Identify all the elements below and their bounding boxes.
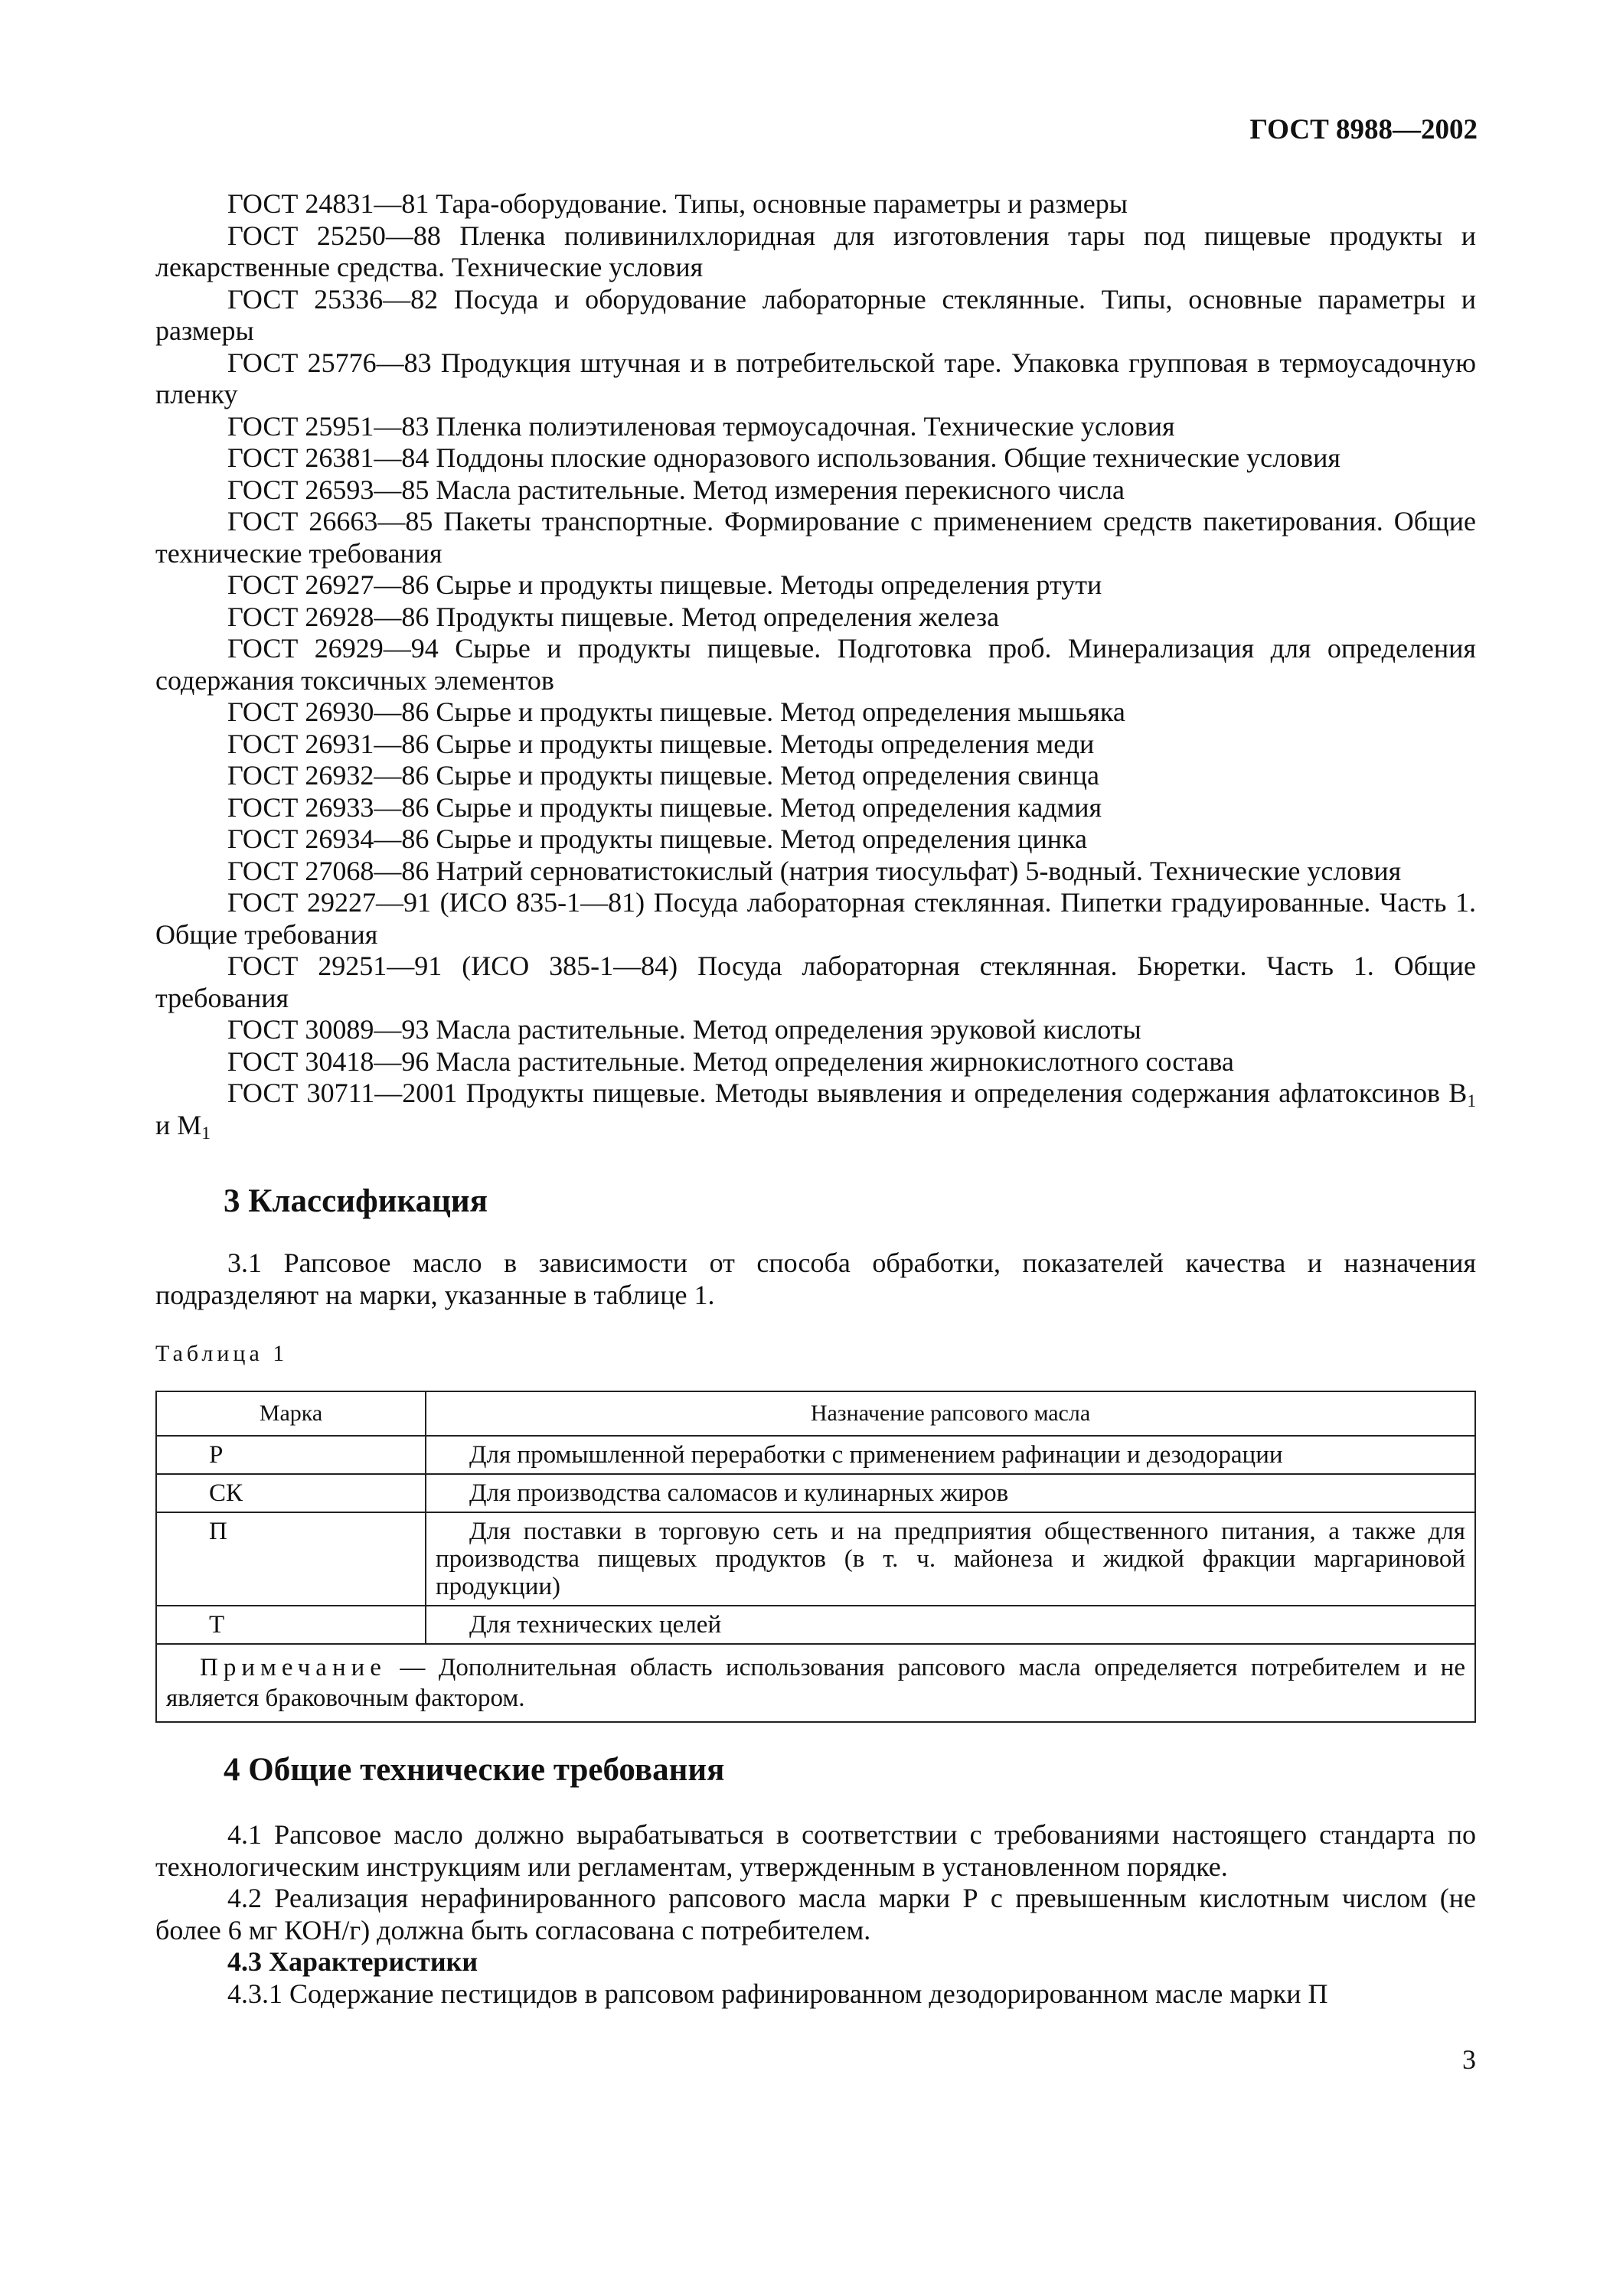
reference-title: Посуда и оборудование лабораторные стеклянные. Типы, основные параметры и размеры bbox=[155, 283, 1476, 346]
reference-title: Поддоны плоские одноразового использования. Общие технические условия bbox=[436, 442, 1341, 473]
reference-code: ГОСТ 26930—86 bbox=[227, 696, 429, 727]
reference-item bbox=[155, 1014, 1476, 1046]
table-note-row bbox=[156, 1644, 1475, 1722]
reference-title: Масла растительные. Метод измерения перекисного числа bbox=[436, 474, 1125, 505]
reference-code: ГОСТ 25951—83 bbox=[227, 410, 429, 442]
reference-code: ГОСТ 26931—86 bbox=[227, 728, 429, 759]
reference-code: ГОСТ 25250—88 bbox=[227, 220, 441, 251]
table-header-row bbox=[156, 1391, 1475, 1436]
subscript: 1 bbox=[1467, 1091, 1477, 1111]
reference-code: ГОСТ 26593—85 bbox=[227, 474, 429, 505]
reference-code: ГОСТ 26927—86 bbox=[227, 569, 429, 600]
paragraph-4-3-1: 4.3.1 Содержание пестицидов в рапсовом рафинированном дезодорированном масле марки П bbox=[227, 1978, 1328, 2009]
reference-item bbox=[155, 696, 1476, 729]
reference-item bbox=[155, 220, 1476, 284]
reference-code: ГОСТ 26933—86 bbox=[227, 791, 429, 823]
reference-code: ГОСТ 30089—93 bbox=[227, 1014, 429, 1045]
reference-item bbox=[155, 1078, 1476, 1141]
reference-title-joiner: и M bbox=[155, 1109, 202, 1140]
reference-code: ГОСТ 29227—91 (ИСО 835-1—81) bbox=[227, 887, 645, 918]
reference-title: Сырье и продукты пищевые. Метод определения кадмия bbox=[436, 791, 1102, 823]
reference-item bbox=[155, 506, 1476, 569]
section-4-body bbox=[155, 1819, 1476, 2010]
table-row bbox=[156, 1606, 1475, 1644]
reference-code: ГОСТ 27068—86 bbox=[227, 855, 429, 886]
reference-item bbox=[155, 633, 1476, 696]
section-3-body bbox=[155, 1247, 1476, 1311]
reference-title: Сырье и продукты пищевые. Методы определения меди bbox=[436, 728, 1095, 759]
table-cell-mark: Р bbox=[156, 1436, 426, 1474]
reference-item bbox=[155, 823, 1476, 856]
reference-item bbox=[155, 792, 1476, 824]
reference-title: Продукция штучная и в потребительской таре. Упаковка групповая в термоусадочную пленку bbox=[155, 347, 1477, 409]
reference-item bbox=[155, 951, 1476, 1014]
table-cell-purpose: Для промышленной переработки с применением рафинации и дезодорации bbox=[426, 1436, 1475, 1474]
reference-title: Сырье и продукты пищевые. Методы определения ртути bbox=[436, 569, 1102, 600]
reference-item bbox=[155, 188, 1476, 220]
reference-title: Сырье и продукты пищевые. Метод определения цинка bbox=[436, 823, 1087, 854]
reference-item bbox=[155, 411, 1476, 443]
reference-title: Пленка полиэтиленовая термоусадочная. Технические условия bbox=[436, 410, 1175, 442]
reference-code: ГОСТ 26929—94 bbox=[227, 633, 439, 664]
table-row bbox=[156, 1474, 1475, 1512]
reference-title: Сырье и продукты пищевые. Подготовка проб. Минерализация для определения содержания токсичных элементов bbox=[155, 633, 1476, 696]
table-cell-mark: СК bbox=[156, 1474, 426, 1512]
reference-item bbox=[155, 760, 1476, 792]
reference-code: ГОСТ 25336—82 bbox=[227, 283, 439, 315]
reference-code: ГОСТ 30711—2001 bbox=[227, 1078, 458, 1108]
reference-code: ГОСТ 29251—91 (ИСО 385-1—84) bbox=[227, 951, 678, 981]
reference-title: Масла растительные. Метод определения эруковой кислоты bbox=[436, 1014, 1141, 1045]
section-3-heading: 3 Классификация bbox=[224, 1183, 488, 1219]
reference-item bbox=[155, 602, 1476, 634]
paragraph-4-1: 4.1 Рапсовое масло должно вырабатываться в соответствии с требованиями настоящего стандарта по технологическим инструкциям или регламентам, утвержденным в установленном порядке. bbox=[155, 1819, 1476, 1882]
table-header-mark: Марка bbox=[156, 1391, 426, 1436]
reference-item bbox=[155, 475, 1476, 507]
subheading-4-3: 4.3 Характеристики bbox=[227, 1946, 478, 1977]
reference-title: Масла растительные. Метод определения жирнокислотного состава bbox=[436, 1045, 1234, 1077]
reference-code: ГОСТ 25776—83 bbox=[227, 347, 432, 378]
subscript: 1 bbox=[201, 1123, 211, 1143]
section-4-heading: 4 Общие технические требования bbox=[224, 1752, 725, 1788]
table-note-label: Примечание bbox=[200, 1654, 387, 1681]
reference-title: Тара-оборудование. Типы, основные параметры и размеры bbox=[436, 188, 1128, 219]
table-row bbox=[156, 1512, 1475, 1606]
reference-item bbox=[155, 729, 1476, 761]
reference-title: Натрий серноватистокислый (натрия тиосульфат) 5-водный. Технические условия bbox=[436, 855, 1402, 886]
reference-title: Посуда лабораторная стеклянная. Бюретки. Часть 1. Общие требования bbox=[155, 951, 1477, 1013]
reference-item bbox=[155, 887, 1476, 951]
reference-code: ГОСТ 30418—96 bbox=[227, 1045, 429, 1077]
marks-table bbox=[155, 1391, 1476, 1723]
reference-title: Сырье и продукты пищевые. Метод определения мышьяка bbox=[436, 696, 1125, 727]
reference-title: Продукты пищевые. Методы выявления и определения содержания афлатоксинов B bbox=[465, 1078, 1468, 1108]
reference-code: ГОСТ 24831—81 bbox=[227, 188, 429, 219]
page-number: 3 bbox=[1462, 2044, 1476, 2075]
table-header-purpose: Назначение рапсового масла bbox=[426, 1391, 1475, 1436]
reference-title: Посуда лабораторная стеклянная. Пипетки градуированные. Часть 1. Общие требования bbox=[155, 887, 1477, 950]
reference-item bbox=[155, 569, 1476, 602]
page-header: ГОСТ 8988—2002 bbox=[1249, 114, 1478, 145]
reference-item bbox=[155, 1046, 1476, 1078]
paragraph-4-2: 4.2 Реализация нерафинированного рапсового масла марки Р с превышенным кислотным числом (не более 6 мг КОН/г) должна быть согласована с потребителем. bbox=[155, 1883, 1476, 1945]
table-caption: Таблица 1 bbox=[155, 1341, 289, 1366]
table-note-text: — Дополнительная область использования рапсового масла определяется потребителем и не является браковочным фактором. bbox=[166, 1654, 1465, 1712]
reference-item bbox=[155, 284, 1476, 347]
reference-code: ГОСТ 26663—85 bbox=[227, 506, 433, 536]
table-cell-mark: Т bbox=[156, 1606, 426, 1644]
references-list bbox=[155, 188, 1476, 1141]
reference-title: Сырье и продукты пищевые. Метод определения свинца bbox=[436, 760, 1099, 791]
table-note bbox=[156, 1644, 1475, 1722]
paragraph-3-1: 3.1 Рапсовое масло в зависимости от способа обработки, показателей качества и назначения подразделяют на марки, указанные в таблице 1. bbox=[155, 1247, 1476, 1310]
reference-code: ГОСТ 26381—84 bbox=[227, 442, 429, 473]
reference-title: Пакеты транспортные. Формирование с применением средств пакетирования. Общие технические требования bbox=[155, 506, 1476, 569]
table-cell-purpose: Для технических целей bbox=[426, 1606, 1475, 1644]
table-cell-purpose: Для производства саломасов и кулинарных жиров bbox=[426, 1474, 1475, 1512]
reference-code: ГОСТ 26928—86 bbox=[227, 601, 429, 632]
table-row bbox=[156, 1436, 1475, 1474]
reference-code: ГОСТ 26932—86 bbox=[227, 760, 429, 791]
reference-title: Пленка поливинилхлоридная для изготовления тары под пищевые продукты и лекарственные средства. Технические условия bbox=[155, 220, 1476, 282]
reference-item bbox=[155, 856, 1476, 888]
table-cell-purpose: Для поставки в торговую сеть и на предприятия общественного питания, а также для производства пищевых продуктов (в т. ч. майонеза и жидкой фракции маргариновой продукции) bbox=[426, 1512, 1475, 1606]
reference-item bbox=[155, 347, 1476, 411]
table-cell-mark: П bbox=[156, 1512, 426, 1606]
reference-code: ГОСТ 26934—86 bbox=[227, 823, 429, 854]
reference-title: Продукты пищевые. Метод определения железа bbox=[436, 601, 1000, 632]
reference-item bbox=[155, 442, 1476, 475]
